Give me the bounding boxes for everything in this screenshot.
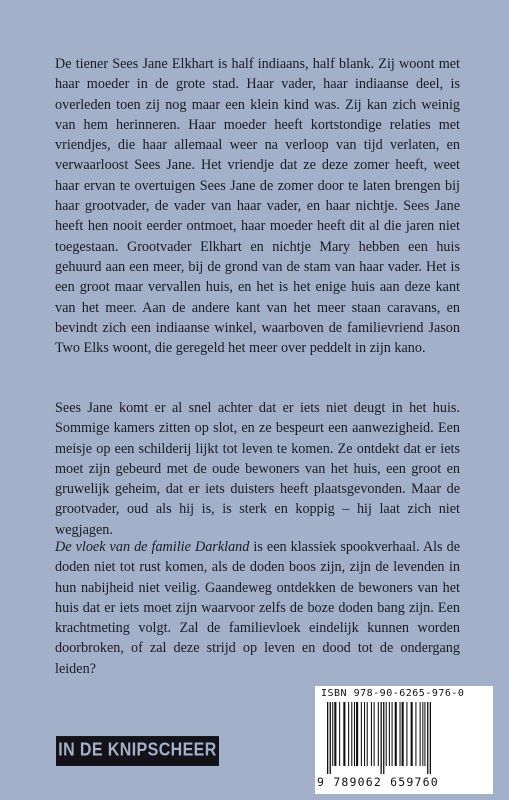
book-title-italic: De vloek van de familie Darkland [55,539,250,555]
blurb-paragraph-2: Sees Jane komt er al snel achter dat er iets niet deugt in het huis. Sommige kamers zitten op slot, en ze bespeurt een aanwezigheid. Een meisje op een schilderij lijkt tot leven te komen. Ze ontdekt dat er iets moet zijn gebeurd met de oude bewoners van het huis, een groot en gruwelijk geheim, dat er iets duisters heeft plaatsgevonden. Maar de grootvader, oud als hij is, is sterk en koppig – hij laat zich niet wegjagen. [55,400,460,538]
isbn-barcode [315,686,493,794]
blurb-paragraph-1: De tiener Sees Jane Elkhart is half indiaans, half blank. Zij woont met haar moeder in de grote stad. Haar vader, haar indiaanse deel, is overleden toen zij nog maar een klein kind was. Zij kan zich weinig van hem herinneren. Haar moeder heeft kortstondige relaties met vriendjes, die haar allemaal weer na verloop van tijd verlaten, en verwaarloost Sees Jane. Het vriendje dat ze deze zomer heeft, weet haar ervan te overtuigen Sees Jane de zomer door te laten brengen bij haar grootvader, de vader van haar vader, en haar nichtje. Sees Jane heeft hen nooit eerder ontmoet, haar moeder heeft dit al die jaren niet toegestaan. Grootvader Elkhart en nichtje Mary hebben een huis gehuurd aan een meer, bij de grond van de stam van haar vader. Het is een groot maar vervallen huis, en het is het enige huis aan deze kant van het meer. Aan de andere kant van het meer staan caravans, en bevindt zich een indiaanse winkel, waarboven de familievriend Jason Two Elks woont, die geregeld het meer over peddelt in zijn kano. [55,56,460,357]
blurb-paragraph-3 [55,537,460,679]
barcode-bars [325,702,487,774]
blurb-paragraph-3-text: is een klassiek spookverhaal. Als de doden niet tot rust komen, als de doden boos zijn, zijn de levenden in hun nabijheid niet veilig. Gaandeweg ontdekken de bewoners van het huis dat er iets moet zijn waarvoor zelfs de boze doden bang zijn. Een krachtmeting volgt. Zal de familievloek eindelijk kunnen worden doorbroken, of zal deze strijd op leven en dood tot de ondergang leiden? [55,539,460,677]
publisher-logo: IN DE KNIPSCHEER [56,736,219,766]
barcode-digits: 9 789062 659760 [317,775,439,789]
isbn-label: ISBN 978-90-6265-976-0 [321,688,465,699]
